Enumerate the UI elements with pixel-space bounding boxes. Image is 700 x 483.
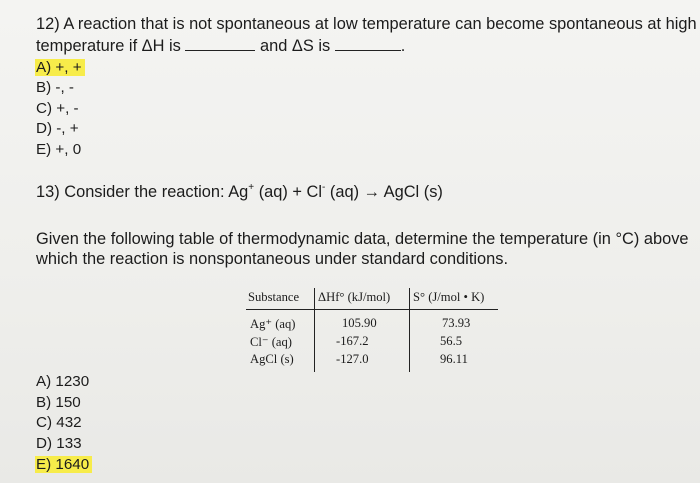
- table-divider-2: [409, 288, 410, 372]
- q13-mid2: (aq) → AgCl (s): [325, 183, 443, 201]
- q13-choice-e[interactable]: E) 1640: [35, 456, 92, 473]
- q13-ag-charge: +: [248, 182, 255, 193]
- q12-stem-end: .: [400, 37, 406, 55]
- q13-mid1: (aq) + Cl: [254, 183, 323, 201]
- q12-choice-b[interactable]: B) -, -: [36, 79, 74, 96]
- q12-stem-line2: [36, 36, 405, 56]
- table-header-rule: [246, 309, 498, 310]
- table-row3-substance: AgCl (s): [250, 352, 294, 366]
- table-header-s: S° (J/mol • K): [413, 290, 485, 304]
- q13-choice-a[interactable]: A) 1230: [36, 373, 90, 390]
- table-row3-s: 96.11: [440, 352, 468, 366]
- table-row1-dhf: 105.90: [342, 316, 377, 330]
- q12-stem-line1: 12) A reaction that is not spontaneous at low temperature can become spontaneous at high: [36, 15, 697, 33]
- q13-given-line2: which the reaction is nonspontaneous under standard conditions.: [36, 250, 508, 268]
- table-row1-substance: Ag⁺ (aq): [250, 317, 296, 331]
- thermo-data-table: [244, 288, 504, 378]
- q12-stem-part-b: and ΔS is: [259, 37, 331, 55]
- table-row3-dhf: -127.0: [336, 352, 369, 366]
- q12-blank-dh: [185, 36, 255, 51]
- q13-choice-d[interactable]: D) 133: [36, 435, 82, 452]
- q13-choice-b[interactable]: B) 150: [36, 394, 81, 411]
- q13-given-line1: Given the following table of thermodynamic data, determine the temperature (in °C) above: [36, 230, 689, 248]
- q12-choice-a[interactable]: A) +, +: [35, 59, 85, 76]
- q13-choice-c[interactable]: C) 432: [36, 414, 82, 431]
- q12-choice-e[interactable]: E) +, 0: [36, 141, 82, 158]
- q12-choice-d[interactable]: D) -, +: [36, 120, 79, 137]
- q12-stem-part-a: temperature if ΔH is: [36, 37, 181, 55]
- table-header-substance: Substance: [248, 290, 300, 304]
- q12-choice-c[interactable]: C) +, -: [36, 100, 79, 117]
- q12-blank-ds: [335, 36, 401, 51]
- table-row2-s: 56.5: [440, 334, 463, 348]
- table-row2-substance: Cl⁻ (aq): [250, 335, 292, 349]
- q13-cl-charge: -: [322, 182, 326, 193]
- table-header-dhf: ΔHf° (kJ/mol): [318, 290, 391, 304]
- table-row1-s: 73.93: [442, 316, 471, 330]
- table-row2-dhf: -167.2: [336, 334, 369, 348]
- table-divider-1: [314, 288, 315, 372]
- q13-prefix: 13) Consider the reaction: Ag: [36, 183, 249, 201]
- q13-reaction-line: [36, 182, 443, 202]
